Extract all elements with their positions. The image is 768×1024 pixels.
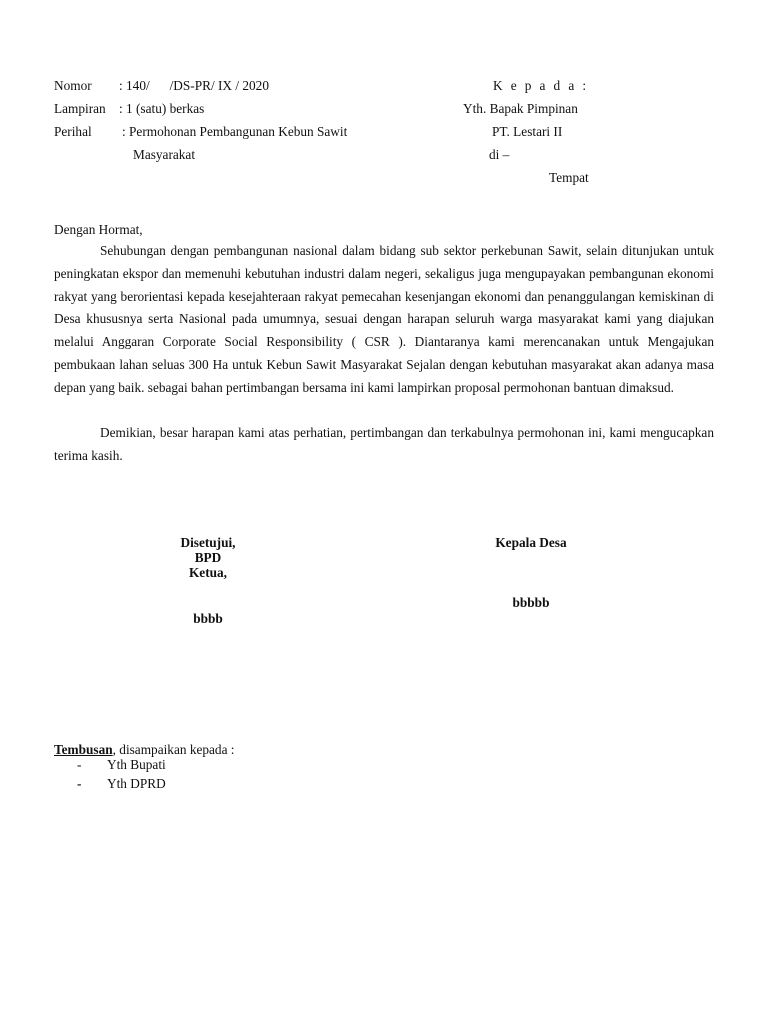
perihal-value: : Permohonan Pembangunan Kebun Sawit — [122, 124, 348, 139]
paragraph-1 — [54, 240, 714, 400]
tembusan-label: Tembusan — [54, 742, 113, 757]
nomor-label: Nomor — [54, 78, 92, 93]
lampiran-value: : 1 (satu) berkas — [119, 101, 205, 116]
tembusan-suffix: , disampaikan kepada : — [112, 742, 235, 757]
recipient-line-3: di – — [489, 147, 510, 162]
nomor-value: : 140/ /DS-PR/ IX / 2020 — [119, 78, 269, 93]
lampiran-label: Lampiran — [54, 101, 106, 116]
recipient-line-2: PT. Lestari II — [492, 124, 563, 139]
list-dash: - — [77, 776, 82, 791]
perihal-value-continued: Masyarakat — [133, 147, 196, 162]
signature-right-name: bbbbb — [512, 595, 550, 610]
paragraph-2 — [54, 422, 714, 468]
paragraph-2-text: Demikian, besar harapan kami atas perhatian, pertimbangan dan terkabulnya permohonan ini, kami mengucapkan terima kasih. — [54, 425, 714, 463]
tembusan-item — [77, 757, 166, 773]
paragraph-1-text: Sehubungan dengan pembangunan nasional dalam bidang sub sektor perkebunan Sawit, selain ditunjukan untuk peningkatan ekspor dan memenuhi kebutuhan industri dalam negeri, sekaligus juga mengupayakan pembangunan ekonomi rakyat yang berorientasi kepada kesejahteraan rakyat pemecahan kesenjangan ekonomi dan penanggulangan kemiskinan di Desa khususnya serta Nasional pada umumnya, sesuai dengan harapan seluruh warga masyarakat kami yang diajukan melalui Anggaran Corporate Social Responsibility ( CSR ). Diantaranya kami merencanakan untuk Mengajukan pembukaan lahan seluas 300 Ha untuk Kebun Sawit Masyarakat Sejalan dengan kebutuhan masyarakat akan adanya masa depan yang baik. sebagai bahan pertimbangan bersama ini kami lampirkan proposal permohonan bantuan dimaksud. — [54, 243, 714, 395]
tembusan-item-text: Yth DPRD — [107, 776, 166, 791]
recipient-line-1: Yth. Bapak Pimpinan — [463, 101, 578, 116]
signature-left-name: bbbb — [193, 611, 223, 626]
signature-left-line-3: Ketua, — [188, 565, 228, 580]
tembusan-item-text: Yth Bupati — [107, 757, 166, 772]
signature-left-line-2: BPD — [194, 550, 222, 565]
recipient-line-4: Tempat — [549, 170, 589, 185]
greeting: Dengan Hormat, — [54, 222, 143, 237]
signature-left-line-1: Disetujui, — [180, 535, 236, 550]
tembusan-item — [77, 776, 166, 792]
kepada-label: K e p a d a : — [493, 78, 589, 93]
tembusan-heading — [54, 742, 235, 758]
perihal-label: Perihal — [54, 124, 92, 139]
signature-right-title: Kepala Desa — [495, 535, 567, 550]
list-dash: - — [77, 757, 82, 772]
